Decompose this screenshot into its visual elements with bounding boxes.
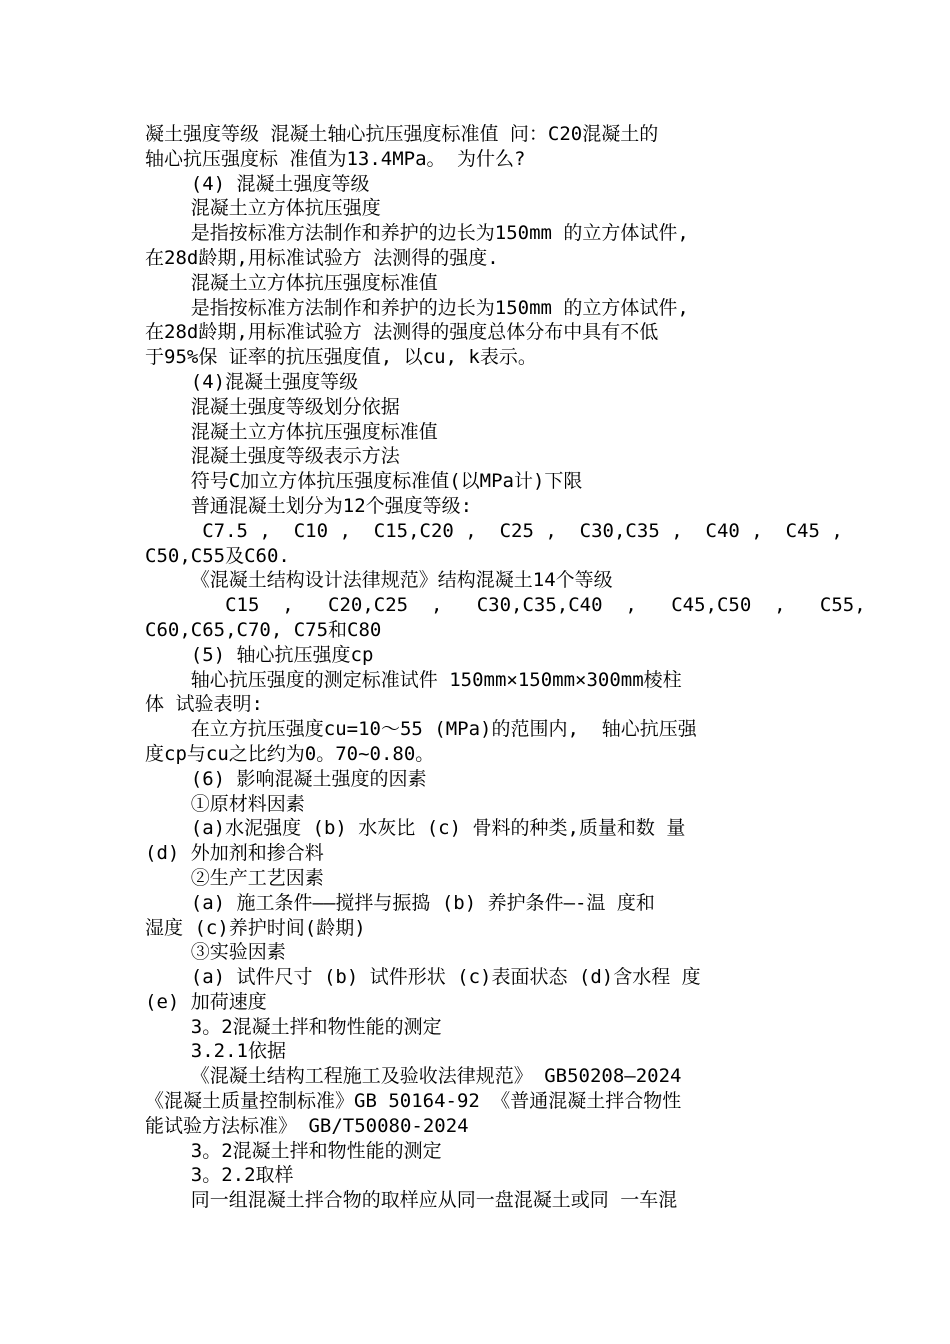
body-text (145, 122, 866, 1213)
text-line: 符号C加立方体抗压强度标准值(以MPa计)下限 (145, 470, 583, 493)
text-line: 是指按标准方法制作和养护的边长为150mm 的立方体试件, (145, 222, 689, 245)
text-line: 是指按标准方法制作和养护的边长为150mm 的立方体试件, (145, 296, 689, 319)
text-line: 《混凝土结构工程施工及验收法律规范》 GB50208—2024 (145, 1065, 682, 1088)
text-line: 混凝土强度等级表示方法 (145, 445, 400, 468)
text-line: 混凝土立方体抗压强度标准值 (145, 420, 438, 443)
text-line: 在28d龄期,用标准试验方 法测得的强度总体分布中具有不低 (145, 321, 659, 344)
text-line: (e) 加荷速度 (145, 990, 267, 1013)
text-line: 在立方抗压强度cu=10～55 (MPa)的范围内, 轴心抗压强 (145, 718, 697, 741)
text-line: 在28d龄期,用标准试验方 法测得的强度. (145, 246, 499, 269)
text-line: C50,C55及C60. (145, 544, 290, 567)
text-line: 湿度 (c)养护时间(龄期) (145, 916, 366, 939)
text-line: (a)水泥强度 (b) 水灰比 (c) 骨料的种类,质量和数 量 (145, 817, 686, 840)
text-line: C15 , C20,C25 , C30,C35,C40 , C45,C50 , C55, (145, 594, 866, 617)
text-line: (a) 试件尺寸 (b) 试件形状 (c)表面状态 (d)含水程 度 (145, 966, 701, 989)
text-line: 体 试验表明: (145, 693, 263, 716)
text-line: 3。2.2取样 (145, 1164, 294, 1187)
text-line: 混凝土强度等级划分依据 (145, 395, 400, 418)
text-line: (6) 影响混凝土强度的因素 (145, 767, 427, 790)
text-line: 《混凝土质量控制标准》GB 50164-92 《普通混凝土拌合物性 (145, 1090, 682, 1113)
text-line: (5) 轴心抗压强度cp (145, 643, 374, 666)
text-line: 度cp与cu之比约为0。70~0.80。 (145, 742, 435, 765)
text-line: C7.5 , C10 , C15,C20 , C25 , C30,C35 , C40 , C45 , (145, 519, 843, 542)
text-line: 混凝土立方体抗压强度 (145, 197, 381, 220)
text-line: 3。2混凝土拌和物性能的测定 (145, 1139, 442, 1162)
text-line: (a) 施工条件——搅拌与振捣 (b) 养护条件—-温 度和 (145, 891, 655, 914)
text-line: C60,C65,C70, C75和C80 (145, 618, 382, 641)
text-line: ②生产工艺因素 (145, 866, 324, 889)
text-line: (4) 混凝土强度等级 (145, 172, 370, 195)
text-line: 《混凝土结构设计法律规范》结构混凝土14个等级 (145, 569, 613, 592)
text-line: 同一组混凝土拌合物的取样应从同一盘混凝土或同 一车混 (145, 1189, 678, 1212)
text-line: ①原材料因素 (145, 792, 305, 815)
text-line: 凝土强度等级 混凝土轴心抗压强度标准值 问：C20混凝土的 (145, 123, 659, 145)
text-line: 混凝土立方体抗压强度标准值 (145, 271, 438, 294)
text-line: (d) 外加剂和掺合料 (145, 842, 324, 865)
text-line: ③实验因素 (145, 941, 286, 964)
text-line: 能试验方法标准》 GB/T50080-2024 (145, 1114, 469, 1137)
text-line: 轴心抗压强度标 准值为13.4MPa。 为什么? (145, 147, 526, 170)
text-line: 于95%保 证率的抗压强度值, 以cu, k表示。 (145, 346, 537, 369)
text-line: 3.2.1依据 (145, 1040, 286, 1063)
text-line: 3。2混凝土拌和物性能的测定 (145, 1015, 442, 1038)
text-line: 轴心抗压强度的测定标准试件 150mm×150mm×300mm棱柱 (145, 668, 682, 691)
text-line: 普通混凝土划分为12个强度等级: (145, 494, 473, 517)
text-line: (4)混凝土强度等级 (145, 370, 359, 393)
